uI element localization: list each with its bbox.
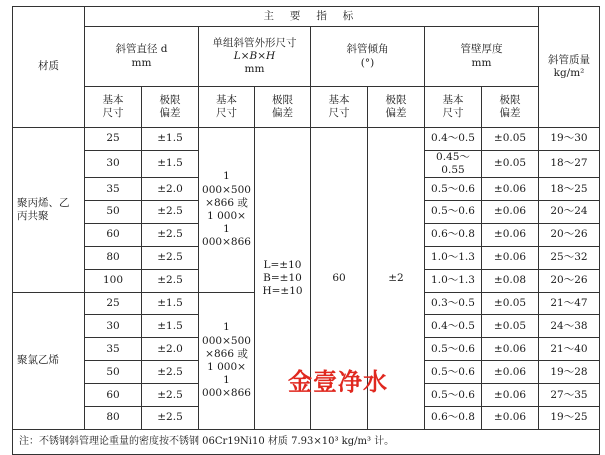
mass-cell: 21～47 xyxy=(539,292,600,315)
wall-cell: 1.0～1.3 xyxy=(425,269,482,292)
angle-header xyxy=(311,27,425,87)
diameter-tolerance-cell: ±2.5 xyxy=(142,407,199,430)
mass-cell: 20～26 xyxy=(539,223,600,246)
mass-cell: 19～28 xyxy=(539,361,600,384)
wall-basic-header: 基本 尺寸 xyxy=(425,87,482,128)
wall-tolerance-cell: ±0.05 xyxy=(482,128,539,151)
diameter-tolerance-cell: ±2.5 xyxy=(142,269,199,292)
mass-unit: kg/m² xyxy=(553,67,585,79)
diameter-tolerance-cell: ±2.5 xyxy=(142,384,199,407)
diameter-cell: 50 xyxy=(85,361,142,384)
wall-cell: 0.5～0.6 xyxy=(425,384,482,407)
wall-tolerance-cell: ±0.06 xyxy=(482,407,539,430)
mass-cell: 20～24 xyxy=(539,201,600,224)
wall-tolerance-cell: ±0.06 xyxy=(482,338,539,361)
diameter-tolerance-cell: ±1.5 xyxy=(142,315,199,338)
diameter-cell: 100 xyxy=(85,269,142,292)
material-pvc: 聚氯乙烯 xyxy=(13,292,85,429)
diameter-tolerance-cell: ±2.5 xyxy=(142,201,199,224)
diameter-unit: mm xyxy=(131,56,152,69)
wall-unit: mm xyxy=(471,56,492,69)
wall-cell: 0.5～0.6 xyxy=(425,178,482,201)
diameter-cell: 80 xyxy=(85,246,142,269)
angle-basic-header: 基本 尺寸 xyxy=(311,87,368,128)
wall-cell: 0.45～0.55 xyxy=(425,150,482,177)
diameter-cell: 25 xyxy=(85,292,142,315)
wall-tolerance-cell: ±0.06 xyxy=(482,178,539,201)
diameter-cell: 60 xyxy=(85,223,142,246)
mass-cell: 19～25 xyxy=(539,407,600,430)
angle-unit: (°) xyxy=(360,56,375,69)
wall-cell: 0.6～0.8 xyxy=(425,407,482,430)
dimension-tolerance-shared: L=±10 B=±10 H=±10 xyxy=(255,128,311,430)
angle-shared: 60 xyxy=(311,128,368,430)
mass-cell: 19～30 xyxy=(539,128,600,151)
diameter-tolerance-cell: ±2.5 xyxy=(142,223,199,246)
diameter-tolerance-cell: ±1.5 xyxy=(142,128,199,151)
mass-title: 斜管质量 xyxy=(548,53,590,66)
diameter-cell: 30 xyxy=(85,150,142,177)
mass-cell: 20～26 xyxy=(539,269,600,292)
wall-cell: 0.6～0.8 xyxy=(425,223,482,246)
wall-tolerance-cell: ±0.05 xyxy=(482,150,539,177)
wall-tolerance-cell: ±0.05 xyxy=(482,315,539,338)
wall-cell: 0.4～0.5 xyxy=(425,315,482,338)
dimension-basic-header: 基本 尺寸 xyxy=(199,87,255,128)
diameter-tolerance-cell: ±2.5 xyxy=(142,361,199,384)
watermark: 金壹净水 xyxy=(288,368,388,396)
diameter-basic-header: 基本 尺寸 xyxy=(85,87,142,128)
dimension-pp: 1 000×500 ×866 或 1 000× 1 000×866 xyxy=(199,128,255,293)
wall-header xyxy=(425,27,539,87)
diameter-cell: 25 xyxy=(85,128,142,151)
diameter-cell: 35 xyxy=(85,338,142,361)
diameter-title: 斜管直径 d xyxy=(115,43,168,56)
dimension-title: 单组斜管外形尺寸 xyxy=(212,36,297,49)
wall-tolerance-cell: ±0.06 xyxy=(482,201,539,224)
header-row-3 xyxy=(13,87,600,128)
wall-cell: 0.3～0.5 xyxy=(425,292,482,315)
wall-tolerance-cell: ±0.06 xyxy=(482,384,539,407)
wall-tolerance-cell: ±0.06 xyxy=(482,246,539,269)
wall-tolerance-cell: ±0.08 xyxy=(482,269,539,292)
wall-cell: 1.0～1.3 xyxy=(425,246,482,269)
dimension-tolerance-header: 极限 偏差 xyxy=(255,87,311,128)
diameter-tolerance-cell: ±2.5 xyxy=(142,246,199,269)
diameter-cell: 60 xyxy=(85,384,142,407)
mass-cell: 25～32 xyxy=(539,246,600,269)
dimension-header xyxy=(199,27,311,87)
angle-tolerance-shared: ±2 xyxy=(368,128,425,430)
diameter-tolerance-cell: ±1.5 xyxy=(142,292,199,315)
wall-tolerance-header: 极限 偏差 xyxy=(482,87,539,128)
header-row-2 xyxy=(13,27,600,87)
diameter-cell: 50 xyxy=(85,201,142,224)
diameter-cell: 35 xyxy=(85,178,142,201)
mass-cell: 18～27 xyxy=(539,150,600,177)
wall-tolerance-cell: ±0.05 xyxy=(482,292,539,315)
diameter-tolerance-header: 极限 偏差 xyxy=(142,87,199,128)
header-row-1 xyxy=(13,7,600,27)
dimension-formula: L×B×H xyxy=(233,49,276,62)
angle-title: 斜管倾角 xyxy=(346,43,389,56)
note-row xyxy=(13,429,600,454)
diameter-header xyxy=(85,27,199,87)
diameter-cell: 30 xyxy=(85,315,142,338)
diameter-tolerance-cell: ±2.0 xyxy=(142,338,199,361)
diameter-tolerance-cell: ±2.0 xyxy=(142,178,199,201)
dimension-unit: mm xyxy=(244,63,265,76)
dimension-pvc: 1 000×500 ×866 或 1 000× 1 000×866 xyxy=(199,292,255,429)
wall-tolerance-cell: ±0.06 xyxy=(482,223,539,246)
diameter-tolerance-cell: ±1.5 xyxy=(142,150,199,177)
diameter-cell: 80 xyxy=(85,407,142,430)
main-indicators-header: 主 要 指 标 xyxy=(85,7,539,27)
angle-tolerance-header: 极限 偏差 xyxy=(368,87,425,128)
mass-cell: 24～38 xyxy=(539,315,600,338)
wall-cell: 0.5～0.6 xyxy=(425,201,482,224)
table-row xyxy=(13,128,600,151)
material-pp: 聚丙烯、乙 丙共聚 xyxy=(13,128,85,293)
mass-header xyxy=(539,7,600,128)
mass-cell: 21～40 xyxy=(539,338,600,361)
table-note: 注：不锈钢斜管理论重量的密度按不锈钢 06Cr19Ni10 材质 7.93×10³ kg/m³ 计。 xyxy=(13,429,600,454)
material-header: 材质 xyxy=(13,7,85,128)
wall-cell: 0.4～0.5 xyxy=(425,128,482,151)
wall-title: 管壁厚度 xyxy=(460,43,503,56)
wall-cell: 0.5～0.6 xyxy=(425,338,482,361)
mass-cell: 18～25 xyxy=(539,178,600,201)
wall-cell: 0.5～0.6 xyxy=(425,361,482,384)
wall-tolerance-cell: ±0.06 xyxy=(482,361,539,384)
mass-cell: 27～35 xyxy=(539,384,600,407)
